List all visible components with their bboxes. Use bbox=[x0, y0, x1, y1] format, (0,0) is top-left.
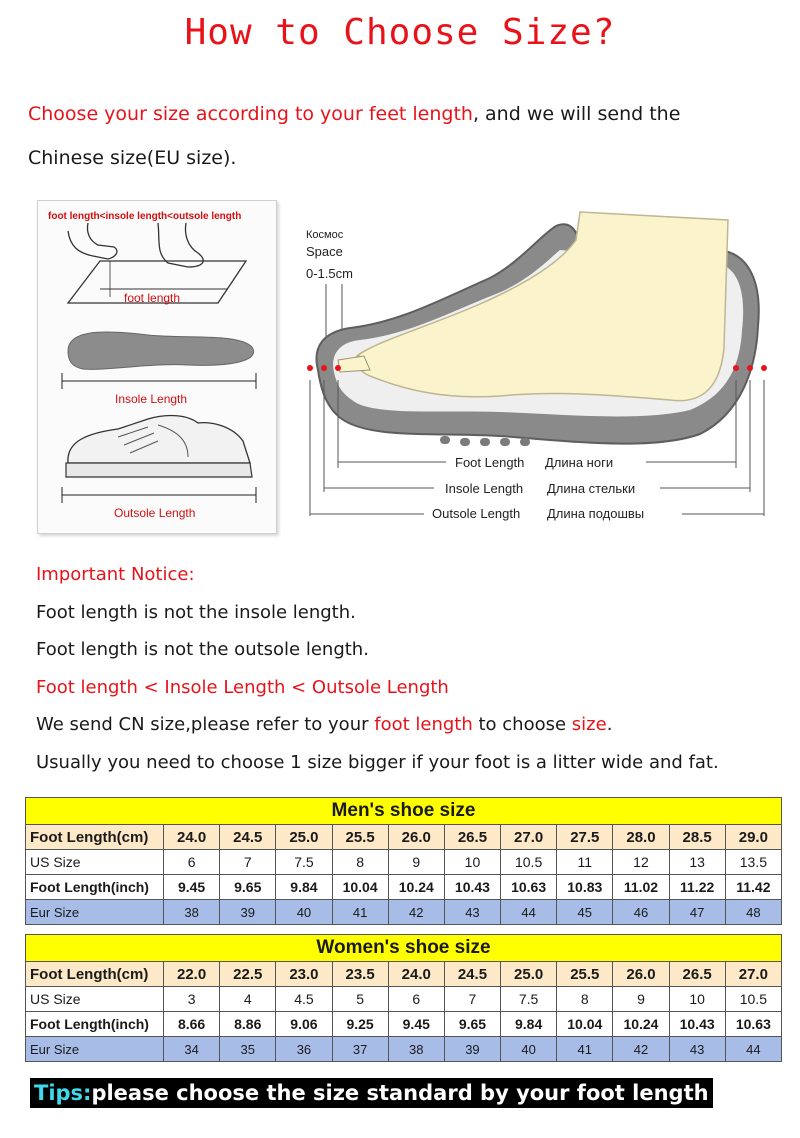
size-cell: 10.04 bbox=[332, 875, 388, 900]
size-cell: 9.06 bbox=[276, 1012, 332, 1037]
size-cell: 10.24 bbox=[613, 1012, 669, 1037]
size-cell: 9.84 bbox=[501, 1012, 557, 1037]
sneaker-icon bbox=[62, 416, 256, 503]
size-cell: 43 bbox=[444, 900, 500, 925]
size-cell: 36 bbox=[276, 1037, 332, 1062]
size-cell: 10.83 bbox=[557, 875, 613, 900]
size-cell: 6 bbox=[164, 850, 220, 875]
size-cell: 9.65 bbox=[444, 1012, 500, 1037]
size-cell: 22.0 bbox=[164, 962, 220, 987]
row-label: Eur Size bbox=[26, 1037, 164, 1062]
notice-line-4-b: to choose bbox=[472, 714, 572, 735]
space-label-ru: Космос bbox=[306, 229, 344, 241]
size-cell: 26.5 bbox=[444, 825, 500, 850]
notice-line-1: Foot length is not the insole length. bbox=[36, 601, 356, 623]
size-cell: 46 bbox=[613, 900, 669, 925]
size-cell: 10 bbox=[444, 850, 500, 875]
table-title-row bbox=[26, 798, 782, 825]
size-cell: 8.66 bbox=[164, 1012, 220, 1037]
size-cell: 13.5 bbox=[725, 850, 781, 875]
size-cell: 4 bbox=[220, 987, 276, 1012]
row-label: Eur Size bbox=[26, 900, 164, 925]
size-cell: 11.22 bbox=[669, 875, 725, 900]
size-cell: 24.0 bbox=[164, 825, 220, 850]
size-cell: 24.5 bbox=[220, 825, 276, 850]
size-cell: 39 bbox=[220, 900, 276, 925]
size-cell: 11.42 bbox=[725, 875, 781, 900]
row-label: US Size bbox=[26, 850, 164, 875]
row-label: Foot Length(inch) bbox=[26, 1012, 164, 1037]
size-cell: 35 bbox=[220, 1037, 276, 1062]
size-cell: 40 bbox=[276, 900, 332, 925]
intro-line-1-rest: , and we will send the bbox=[472, 103, 681, 125]
size-cell: 10.04 bbox=[557, 1012, 613, 1037]
insole-length-ru: Длина стельки bbox=[547, 481, 636, 496]
important-notice bbox=[36, 556, 786, 781]
outsole-length-en: Outsole Length bbox=[432, 506, 521, 521]
notice-line-4-a: We send CN size,please refer to your bbox=[36, 714, 375, 735]
size-cell: 24.5 bbox=[444, 962, 500, 987]
space-label-en: Space bbox=[306, 244, 343, 259]
size-cell: 12 bbox=[613, 850, 669, 875]
intro-text bbox=[28, 92, 788, 180]
size-cell: 8 bbox=[332, 850, 388, 875]
table-title: Men's shoe size bbox=[26, 798, 782, 825]
size-cell: 9.84 bbox=[276, 875, 332, 900]
size-cell: 41 bbox=[332, 900, 388, 925]
size-cell: 26.0 bbox=[388, 825, 444, 850]
intro-highlight: Choose your size according to your feet length bbox=[28, 103, 473, 125]
size-cell: 10.5 bbox=[501, 850, 557, 875]
measurement-panel bbox=[37, 200, 277, 534]
size-cell: 26.0 bbox=[613, 962, 669, 987]
size-cell: 42 bbox=[613, 1037, 669, 1062]
measurement-illustrations bbox=[38, 201, 276, 533]
size-cell: 25.5 bbox=[332, 825, 388, 850]
table-title: Women's shoe size bbox=[26, 935, 782, 962]
notice-line-4-c: . bbox=[606, 714, 613, 735]
size-cell: 29.0 bbox=[725, 825, 781, 850]
row-label: Foot Length(cm) bbox=[26, 825, 164, 850]
notice-line-4 bbox=[36, 706, 786, 744]
notice-heading: Important Notice: bbox=[36, 564, 195, 585]
table-row bbox=[26, 1037, 782, 1062]
insole-icon bbox=[62, 332, 256, 389]
size-cell: 34 bbox=[164, 1037, 220, 1062]
row-label: Foot Length(inch) bbox=[26, 875, 164, 900]
size-cell: 5 bbox=[332, 987, 388, 1012]
size-cell: 10.5 bbox=[725, 987, 781, 1012]
size-cell: 44 bbox=[725, 1037, 781, 1062]
size-cell: 8 bbox=[557, 987, 613, 1012]
foot-length-ru: Длина ноги bbox=[545, 455, 614, 470]
size-cell: 24.0 bbox=[388, 962, 444, 987]
page-title: How to Choose Size? bbox=[184, 12, 616, 53]
size-cell: 10.43 bbox=[444, 875, 500, 900]
size-cell: 25.0 bbox=[276, 825, 332, 850]
size-cell: 42 bbox=[388, 900, 444, 925]
size-cell: 13 bbox=[669, 850, 725, 875]
table-title-row bbox=[26, 935, 782, 962]
size-cell: 38 bbox=[164, 900, 220, 925]
size-cell: 25.5 bbox=[557, 962, 613, 987]
size-cell: 37 bbox=[332, 1037, 388, 1062]
size-cell: 9.45 bbox=[388, 1012, 444, 1037]
insole-length-en: Insole Length bbox=[445, 481, 524, 496]
size-cell: 9 bbox=[613, 987, 669, 1012]
size-cell: 10.63 bbox=[501, 875, 557, 900]
table-row bbox=[26, 987, 782, 1012]
size-cell: 7.5 bbox=[501, 987, 557, 1012]
size-cell: 47 bbox=[669, 900, 725, 925]
size-cell: 11.02 bbox=[613, 875, 669, 900]
panel-header: foot length<insole length<outsole length bbox=[48, 211, 242, 222]
size-cell: 41 bbox=[557, 1037, 613, 1062]
size-cell: 26.5 bbox=[669, 962, 725, 987]
size-cell: 7.5 bbox=[276, 850, 332, 875]
size-cell: 9.25 bbox=[332, 1012, 388, 1037]
size-cell: 7 bbox=[444, 987, 500, 1012]
space-range-label: 0-1.5cm bbox=[306, 266, 353, 281]
notice-line-5: Usually you need to choose 1 size bigger if your foot is a litter wide and fat. bbox=[36, 751, 719, 773]
foot-length-en: Foot Length bbox=[455, 455, 525, 470]
insole-length-label: Insole Length bbox=[115, 392, 188, 406]
outsole-length-ru: Длина подошвы bbox=[547, 506, 645, 521]
size-cell: 8.86 bbox=[220, 1012, 276, 1037]
size-cell: 44 bbox=[501, 900, 557, 925]
notice-line-4-highlight-1: foot length bbox=[374, 714, 473, 735]
size-cell: 10 bbox=[669, 987, 725, 1012]
size-cell: 22.5 bbox=[220, 962, 276, 987]
size-cell: 43 bbox=[669, 1037, 725, 1062]
size-cell: 10.43 bbox=[669, 1012, 725, 1037]
size-cell: 28.5 bbox=[669, 825, 725, 850]
notice-line-2: Foot length is not the outsole length. bbox=[36, 639, 369, 660]
size-cell: 27.0 bbox=[501, 825, 557, 850]
size-cell: 7 bbox=[220, 850, 276, 875]
size-cell: 10.63 bbox=[725, 1012, 781, 1037]
size-cell: 9.45 bbox=[164, 875, 220, 900]
foot-length-label: foot length bbox=[124, 291, 181, 305]
size-cell: 23.0 bbox=[276, 962, 332, 987]
size-cell: 27.0 bbox=[725, 962, 781, 987]
size-cell: 3 bbox=[164, 987, 220, 1012]
table-row bbox=[26, 1012, 782, 1037]
mens-size-table bbox=[25, 797, 782, 925]
size-cell: 6 bbox=[388, 987, 444, 1012]
intro-line-1 bbox=[28, 92, 788, 136]
size-cell: 39 bbox=[444, 1037, 500, 1062]
size-cell: 28.0 bbox=[613, 825, 669, 850]
size-cell: 45 bbox=[557, 900, 613, 925]
table-row bbox=[26, 962, 782, 987]
tips-banner bbox=[30, 1078, 713, 1108]
size-cell: 25.0 bbox=[501, 962, 557, 987]
outsole-length-label: Outsole Length bbox=[114, 506, 196, 520]
tips-label: Tips: bbox=[34, 1081, 92, 1105]
tips-text: please choose the size standard by your foot length bbox=[91, 1081, 709, 1105]
size-cell: 38 bbox=[388, 1037, 444, 1062]
size-cell: 48 bbox=[725, 900, 781, 925]
table-row bbox=[26, 825, 782, 850]
size-cell: 23.5 bbox=[332, 962, 388, 987]
size-cell: 40 bbox=[501, 1037, 557, 1062]
row-label: US Size bbox=[26, 987, 164, 1012]
size-cell: 27.5 bbox=[557, 825, 613, 850]
size-cell: 9.65 bbox=[220, 875, 276, 900]
notice-line-4-highlight-2: size bbox=[571, 714, 607, 735]
row-label: Foot Length(cm) bbox=[26, 962, 164, 987]
size-cell: 10.24 bbox=[388, 875, 444, 900]
intro-line-2: Chinese size(EU size). bbox=[28, 147, 237, 169]
table-row bbox=[26, 875, 782, 900]
womens-size-table bbox=[25, 934, 782, 1062]
size-cell: 4.5 bbox=[276, 987, 332, 1012]
size-cell: 11 bbox=[557, 850, 613, 875]
shoe-cross-section-diagram bbox=[300, 200, 772, 530]
table-row bbox=[26, 850, 782, 875]
table-row bbox=[26, 900, 782, 925]
size-cell: 9 bbox=[388, 850, 444, 875]
foot-icon bbox=[338, 212, 728, 401]
notice-line-3: Foot length < Insole Length < Outsole Length bbox=[36, 676, 449, 698]
